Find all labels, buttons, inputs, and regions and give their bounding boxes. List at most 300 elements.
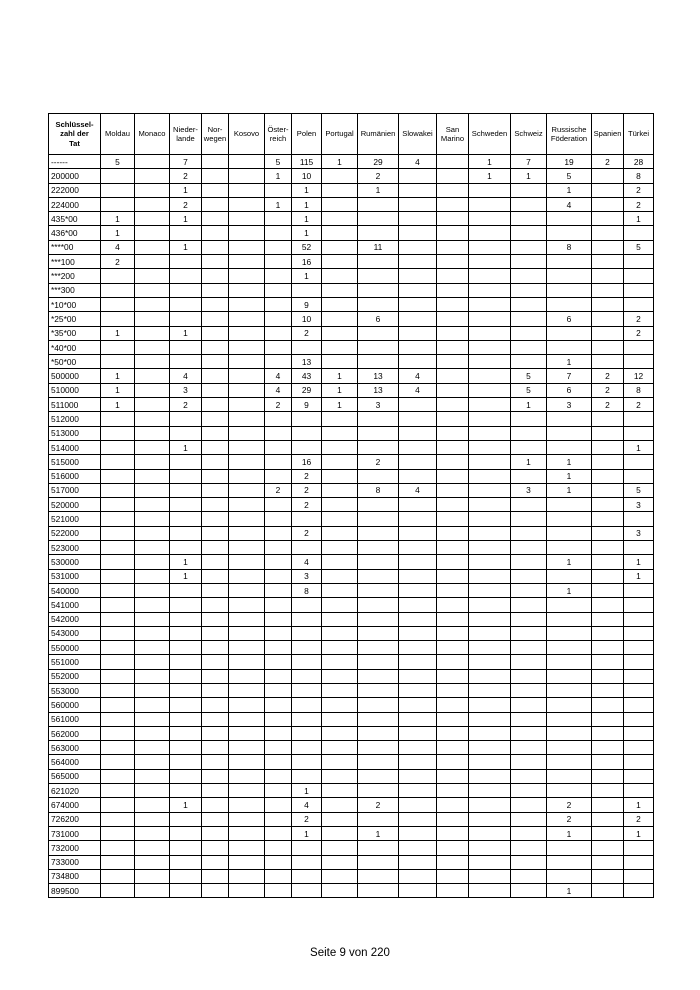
count-cell: 2 bbox=[624, 183, 654, 197]
count-cell bbox=[101, 555, 135, 569]
offense-code-cell: 731000 bbox=[49, 826, 101, 840]
count-cell: 4 bbox=[547, 197, 592, 211]
count-cell bbox=[135, 169, 170, 183]
count-cell bbox=[135, 712, 170, 726]
count-cell bbox=[229, 269, 265, 283]
count-cell bbox=[265, 555, 292, 569]
column-header bbox=[469, 114, 511, 155]
count-cell bbox=[547, 598, 592, 612]
count-cell bbox=[322, 498, 358, 512]
column-header-line: Öster- bbox=[267, 124, 289, 134]
count-cell bbox=[592, 498, 624, 512]
count-cell bbox=[265, 455, 292, 469]
count-cell bbox=[202, 512, 229, 526]
count-cell bbox=[511, 255, 547, 269]
count-cell bbox=[101, 197, 135, 211]
count-cell bbox=[592, 355, 624, 369]
count-cell bbox=[322, 884, 358, 898]
column-header bbox=[265, 114, 292, 155]
count-cell bbox=[592, 541, 624, 555]
count-cell bbox=[265, 440, 292, 454]
count-cell bbox=[292, 841, 322, 855]
count-cell bbox=[624, 726, 654, 740]
count-cell bbox=[469, 726, 511, 740]
count-cell bbox=[624, 626, 654, 640]
count-cell bbox=[322, 283, 358, 297]
count-cell: 1 bbox=[547, 483, 592, 497]
count-cell bbox=[322, 855, 358, 869]
count-cell bbox=[399, 884, 437, 898]
table-row bbox=[49, 483, 654, 497]
table-row bbox=[49, 555, 654, 569]
column-header bbox=[511, 114, 547, 155]
count-cell: 13 bbox=[358, 369, 399, 383]
table-row bbox=[49, 212, 654, 226]
count-cell bbox=[135, 469, 170, 483]
count-cell bbox=[624, 297, 654, 311]
count-cell bbox=[437, 555, 469, 569]
count-cell bbox=[265, 183, 292, 197]
count-cell bbox=[265, 569, 292, 583]
count-cell bbox=[592, 698, 624, 712]
column-header-line: Schweden bbox=[471, 129, 508, 139]
count-cell bbox=[265, 498, 292, 512]
count-cell bbox=[358, 641, 399, 655]
count-cell bbox=[101, 526, 135, 540]
offense-code-cell: 734800 bbox=[49, 869, 101, 883]
count-cell bbox=[322, 555, 358, 569]
count-cell: 2 bbox=[547, 798, 592, 812]
count-cell: 2 bbox=[170, 169, 202, 183]
table-row bbox=[49, 240, 654, 254]
count-cell bbox=[511, 555, 547, 569]
table-row bbox=[49, 312, 654, 326]
count-cell bbox=[202, 197, 229, 211]
count-cell bbox=[511, 626, 547, 640]
table-row bbox=[49, 355, 654, 369]
count-cell: 1 bbox=[170, 555, 202, 569]
count-cell bbox=[399, 712, 437, 726]
count-cell: 1 bbox=[170, 212, 202, 226]
column-header bbox=[202, 114, 229, 155]
count-cell bbox=[202, 326, 229, 340]
count-cell bbox=[511, 769, 547, 783]
count-cell bbox=[101, 469, 135, 483]
count-cell bbox=[592, 269, 624, 283]
count-cell bbox=[101, 641, 135, 655]
count-cell: 2 bbox=[292, 526, 322, 540]
table-row bbox=[49, 598, 654, 612]
count-cell bbox=[135, 826, 170, 840]
count-cell bbox=[592, 426, 624, 440]
count-cell bbox=[358, 340, 399, 354]
count-cell bbox=[399, 440, 437, 454]
count-cell bbox=[469, 826, 511, 840]
table-row bbox=[49, 741, 654, 755]
count-cell bbox=[399, 426, 437, 440]
count-cell bbox=[292, 655, 322, 669]
count-cell: 6 bbox=[547, 312, 592, 326]
count-cell bbox=[469, 555, 511, 569]
count-cell bbox=[229, 569, 265, 583]
count-cell bbox=[469, 884, 511, 898]
count-cell bbox=[229, 769, 265, 783]
count-cell: 1 bbox=[292, 183, 322, 197]
count-cell bbox=[511, 712, 547, 726]
count-cell bbox=[101, 541, 135, 555]
count-cell bbox=[229, 297, 265, 311]
count-cell bbox=[101, 698, 135, 712]
count-cell bbox=[202, 283, 229, 297]
count-cell bbox=[101, 812, 135, 826]
table-row bbox=[49, 712, 654, 726]
table-row bbox=[49, 884, 654, 898]
count-cell: 2 bbox=[170, 398, 202, 412]
count-cell: 3 bbox=[511, 483, 547, 497]
column-header-line: Schweiz bbox=[514, 129, 543, 139]
count-cell: 1 bbox=[624, 826, 654, 840]
count-cell bbox=[170, 855, 202, 869]
table-row bbox=[49, 269, 654, 283]
count-cell: 1 bbox=[170, 183, 202, 197]
count-cell bbox=[592, 841, 624, 855]
table-row bbox=[49, 798, 654, 812]
count-cell bbox=[437, 712, 469, 726]
table-row bbox=[49, 812, 654, 826]
count-cell: 6 bbox=[358, 312, 399, 326]
table-row bbox=[49, 426, 654, 440]
table-row bbox=[49, 784, 654, 798]
count-cell bbox=[547, 269, 592, 283]
count-cell bbox=[101, 498, 135, 512]
count-cell bbox=[229, 369, 265, 383]
count-cell bbox=[202, 440, 229, 454]
count-cell bbox=[170, 598, 202, 612]
count-cell bbox=[229, 226, 265, 240]
count-cell bbox=[322, 426, 358, 440]
count-cell: 2 bbox=[265, 398, 292, 412]
count-cell bbox=[229, 455, 265, 469]
count-cell bbox=[511, 498, 547, 512]
count-cell bbox=[322, 297, 358, 311]
column-header bbox=[322, 114, 358, 155]
count-cell bbox=[265, 769, 292, 783]
count-cell bbox=[202, 369, 229, 383]
count-cell bbox=[511, 869, 547, 883]
column-header-line: Tat bbox=[69, 138, 80, 148]
count-cell bbox=[437, 155, 469, 169]
count-cell bbox=[469, 698, 511, 712]
count-cell bbox=[202, 469, 229, 483]
count-cell bbox=[399, 755, 437, 769]
count-cell bbox=[229, 283, 265, 297]
column-header bbox=[135, 114, 170, 155]
count-cell bbox=[265, 312, 292, 326]
count-cell bbox=[135, 698, 170, 712]
count-cell bbox=[265, 283, 292, 297]
count-cell bbox=[511, 784, 547, 798]
table-row bbox=[49, 155, 654, 169]
count-cell bbox=[135, 583, 170, 597]
count-cell bbox=[437, 169, 469, 183]
count-cell bbox=[265, 712, 292, 726]
count-cell bbox=[469, 784, 511, 798]
count-cell: 13 bbox=[358, 383, 399, 397]
count-cell bbox=[511, 798, 547, 812]
count-cell: 4 bbox=[265, 369, 292, 383]
column-header-line: Polen bbox=[296, 129, 317, 139]
count-cell bbox=[399, 869, 437, 883]
count-cell bbox=[170, 812, 202, 826]
table-row bbox=[49, 226, 654, 240]
count-cell bbox=[101, 312, 135, 326]
count-cell bbox=[547, 297, 592, 311]
count-cell bbox=[202, 297, 229, 311]
count-cell bbox=[437, 755, 469, 769]
count-cell bbox=[624, 469, 654, 483]
count-cell: 12 bbox=[624, 369, 654, 383]
count-cell bbox=[592, 312, 624, 326]
count-cell bbox=[265, 541, 292, 555]
count-cell bbox=[292, 440, 322, 454]
count-cell bbox=[229, 683, 265, 697]
offense-code-cell: *35*00 bbox=[49, 326, 101, 340]
count-cell bbox=[437, 469, 469, 483]
offense-code-cell: 552000 bbox=[49, 669, 101, 683]
count-cell bbox=[229, 741, 265, 755]
count-cell bbox=[202, 612, 229, 626]
count-cell bbox=[624, 884, 654, 898]
count-cell bbox=[170, 269, 202, 283]
count-cell bbox=[265, 426, 292, 440]
count-cell bbox=[292, 741, 322, 755]
count-cell bbox=[202, 240, 229, 254]
count-cell bbox=[592, 526, 624, 540]
count-cell bbox=[202, 884, 229, 898]
count-cell bbox=[469, 755, 511, 769]
count-cell bbox=[101, 726, 135, 740]
offense-code-cell: 732000 bbox=[49, 841, 101, 855]
count-cell bbox=[592, 583, 624, 597]
count-cell bbox=[202, 455, 229, 469]
count-cell bbox=[322, 469, 358, 483]
count-cell bbox=[547, 226, 592, 240]
count-cell: 2 bbox=[547, 812, 592, 826]
count-cell bbox=[135, 197, 170, 211]
count-cell: 1 bbox=[358, 183, 399, 197]
table-row bbox=[49, 855, 654, 869]
count-cell: 19 bbox=[547, 155, 592, 169]
count-cell: 2 bbox=[265, 483, 292, 497]
count-cell: 2 bbox=[101, 255, 135, 269]
count-cell bbox=[135, 884, 170, 898]
count-cell bbox=[437, 283, 469, 297]
count-cell bbox=[399, 326, 437, 340]
count-cell bbox=[469, 312, 511, 326]
count-cell: 115 bbox=[292, 155, 322, 169]
count-cell bbox=[399, 340, 437, 354]
count-cell bbox=[547, 526, 592, 540]
count-cell bbox=[592, 712, 624, 726]
count-cell bbox=[265, 240, 292, 254]
count-cell bbox=[547, 712, 592, 726]
table-row bbox=[49, 183, 654, 197]
count-cell bbox=[101, 798, 135, 812]
count-cell bbox=[437, 669, 469, 683]
count-cell bbox=[547, 741, 592, 755]
count-cell bbox=[592, 855, 624, 869]
count-cell bbox=[437, 569, 469, 583]
count-cell: 1 bbox=[624, 569, 654, 583]
count-cell bbox=[229, 598, 265, 612]
offense-code-cell: 224000 bbox=[49, 197, 101, 211]
count-cell bbox=[592, 655, 624, 669]
count-cell bbox=[170, 541, 202, 555]
count-cell bbox=[437, 869, 469, 883]
count-cell bbox=[511, 512, 547, 526]
count-cell bbox=[358, 583, 399, 597]
count-cell: 4 bbox=[101, 240, 135, 254]
count-cell: 8 bbox=[624, 169, 654, 183]
count-cell bbox=[624, 426, 654, 440]
count-cell: 2 bbox=[624, 398, 654, 412]
count-cell bbox=[511, 698, 547, 712]
count-cell bbox=[101, 297, 135, 311]
count-cell bbox=[292, 598, 322, 612]
count-cell bbox=[624, 869, 654, 883]
count-cell bbox=[592, 326, 624, 340]
count-cell bbox=[358, 669, 399, 683]
column-header-line: Nieder- bbox=[173, 124, 198, 134]
count-cell bbox=[437, 826, 469, 840]
count-cell bbox=[170, 755, 202, 769]
count-cell bbox=[547, 440, 592, 454]
count-cell bbox=[229, 183, 265, 197]
count-cell bbox=[229, 755, 265, 769]
table-row bbox=[49, 469, 654, 483]
count-cell bbox=[469, 841, 511, 855]
count-cell bbox=[437, 612, 469, 626]
count-cell bbox=[358, 683, 399, 697]
count-cell bbox=[135, 183, 170, 197]
count-cell bbox=[229, 798, 265, 812]
count-cell bbox=[135, 255, 170, 269]
count-cell: 11 bbox=[358, 240, 399, 254]
count-cell bbox=[437, 526, 469, 540]
count-cell: 1 bbox=[547, 469, 592, 483]
count-cell bbox=[624, 355, 654, 369]
count-cell bbox=[265, 884, 292, 898]
count-cell bbox=[511, 240, 547, 254]
count-cell bbox=[170, 583, 202, 597]
count-cell bbox=[229, 326, 265, 340]
offense-code-cell: 540000 bbox=[49, 583, 101, 597]
count-cell bbox=[399, 569, 437, 583]
count-cell bbox=[592, 197, 624, 211]
count-cell bbox=[399, 812, 437, 826]
count-cell bbox=[469, 612, 511, 626]
count-cell bbox=[101, 826, 135, 840]
count-cell bbox=[135, 741, 170, 755]
column-header-line: Slowakei bbox=[402, 129, 433, 139]
count-cell bbox=[202, 355, 229, 369]
count-cell bbox=[592, 826, 624, 840]
offense-code-cell: 515000 bbox=[49, 455, 101, 469]
count-cell bbox=[135, 669, 170, 683]
count-cell bbox=[511, 884, 547, 898]
count-cell bbox=[437, 412, 469, 426]
offense-code-cell: 510000 bbox=[49, 383, 101, 397]
count-cell bbox=[322, 826, 358, 840]
count-cell bbox=[624, 583, 654, 597]
count-cell bbox=[170, 769, 202, 783]
count-cell bbox=[322, 798, 358, 812]
count-cell bbox=[265, 626, 292, 640]
count-cell bbox=[202, 869, 229, 883]
count-cell bbox=[202, 569, 229, 583]
count-cell: 2 bbox=[592, 383, 624, 397]
count-cell bbox=[322, 712, 358, 726]
count-cell bbox=[170, 412, 202, 426]
count-cell bbox=[202, 798, 229, 812]
count-cell: 1 bbox=[547, 826, 592, 840]
count-cell bbox=[322, 669, 358, 683]
table-row bbox=[49, 569, 654, 583]
count-cell bbox=[399, 583, 437, 597]
count-cell bbox=[135, 869, 170, 883]
count-cell bbox=[399, 498, 437, 512]
offense-code-cell: 563000 bbox=[49, 741, 101, 755]
count-cell: 1 bbox=[101, 326, 135, 340]
count-cell bbox=[358, 884, 399, 898]
count-cell bbox=[265, 512, 292, 526]
count-cell bbox=[135, 155, 170, 169]
count-cell bbox=[624, 784, 654, 798]
offense-code-cell: 562000 bbox=[49, 726, 101, 740]
count-cell bbox=[135, 483, 170, 497]
count-cell: 5 bbox=[624, 240, 654, 254]
count-cell bbox=[101, 569, 135, 583]
offense-code-cell: 514000 bbox=[49, 440, 101, 454]
count-cell bbox=[101, 183, 135, 197]
count-cell: 6 bbox=[547, 383, 592, 397]
offense-code-cell: 522000 bbox=[49, 526, 101, 540]
count-cell bbox=[358, 469, 399, 483]
count-cell bbox=[358, 612, 399, 626]
column-header bbox=[101, 114, 135, 155]
count-cell bbox=[469, 512, 511, 526]
count-cell bbox=[624, 269, 654, 283]
count-cell: 5 bbox=[511, 383, 547, 397]
count-cell bbox=[322, 812, 358, 826]
count-cell bbox=[265, 226, 292, 240]
column-header bbox=[547, 114, 592, 155]
count-cell bbox=[265, 326, 292, 340]
count-cell bbox=[399, 641, 437, 655]
count-cell: 4 bbox=[399, 155, 437, 169]
count-cell bbox=[170, 726, 202, 740]
count-cell bbox=[170, 841, 202, 855]
count-cell bbox=[229, 426, 265, 440]
count-cell bbox=[511, 583, 547, 597]
count-cell bbox=[399, 312, 437, 326]
count-cell bbox=[437, 340, 469, 354]
count-cell bbox=[229, 383, 265, 397]
count-cell: 5 bbox=[265, 155, 292, 169]
count-cell: 4 bbox=[292, 555, 322, 569]
count-cell bbox=[469, 569, 511, 583]
count-cell bbox=[469, 712, 511, 726]
